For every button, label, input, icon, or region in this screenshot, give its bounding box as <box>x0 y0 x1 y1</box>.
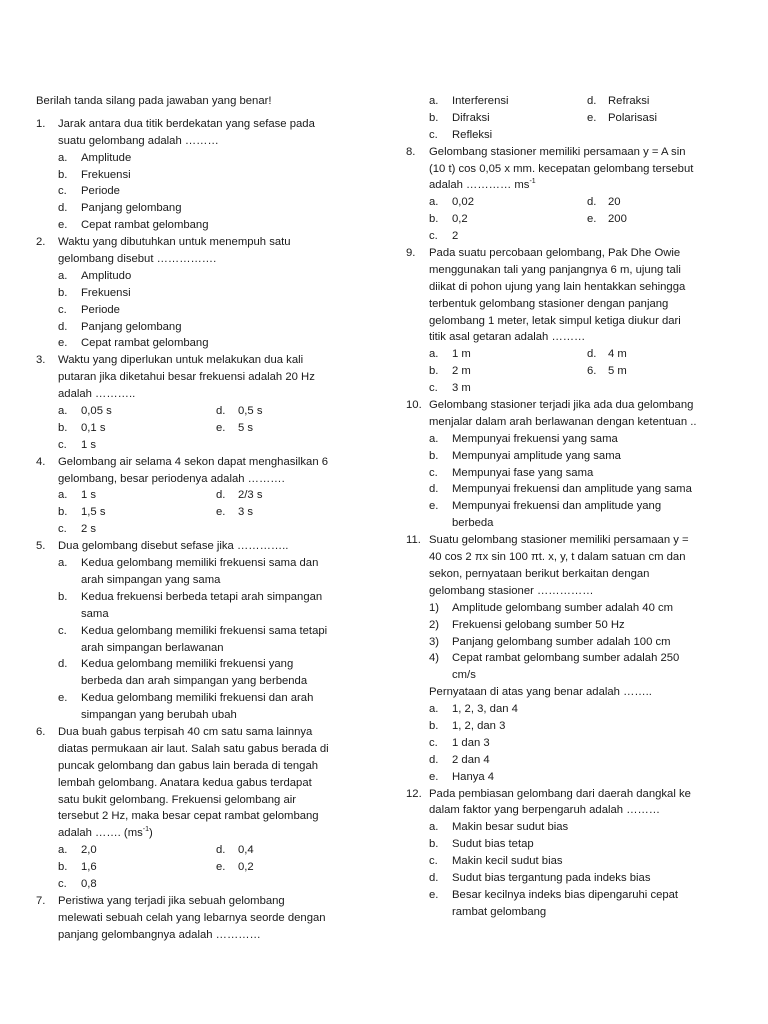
question-number: 1. <box>36 117 46 130</box>
option-text: Makin kecil sudut bias <box>452 855 563 868</box>
answer-option <box>36 319 372 336</box>
question-text-line <box>406 684 736 701</box>
answer-option <box>406 752 736 769</box>
answer-option-continuation <box>406 515 736 532</box>
option-text: Kedua gelombang memiliki frekuensi yang <box>81 658 294 671</box>
question-text-line <box>36 808 372 825</box>
question-text-line <box>406 262 736 279</box>
option-letter: a. <box>429 95 439 107</box>
question-line <box>406 397 736 414</box>
answer-option-continuation <box>36 673 372 690</box>
option-letter: a. <box>58 844 68 857</box>
option-text: berbeda <box>452 517 494 530</box>
answer-option <box>36 335 372 352</box>
option-text: Mempunyai frekuensi dan amplitude yang sama <box>452 483 692 496</box>
option-text: Cepat rambat gelombang <box>81 219 209 232</box>
question-number: 9. <box>406 247 416 260</box>
question-line <box>36 538 372 555</box>
option-letter: d. <box>58 320 68 333</box>
option-text: 2 <box>452 230 459 243</box>
option-letter: d. <box>58 658 68 671</box>
answer-option-pair <box>36 842 372 859</box>
question-line <box>36 893 372 910</box>
option-letter: b. <box>58 286 68 299</box>
answer-option <box>406 769 736 786</box>
option-text: Frekuensi <box>81 168 131 181</box>
option-text: 2 dan 4 <box>452 753 490 766</box>
option-text: Sudut bias tetap <box>452 838 534 851</box>
option-letter: a. <box>429 703 439 716</box>
option-text: 1 dan 3 <box>452 736 490 749</box>
option-text: 5 s <box>238 421 254 434</box>
answer-option-continuation <box>36 707 372 724</box>
option-text: Kedua frekuensi berbeda tetapi arah simpangan <box>81 590 323 603</box>
instruction <box>36 93 372 110</box>
answer-option <box>36 167 372 184</box>
option-letter: e. <box>58 219 68 232</box>
answer-option <box>36 302 372 319</box>
option-text: Amplitude <box>81 151 132 164</box>
option-letter: e. <box>216 861 226 874</box>
answer-option-pair <box>406 363 736 380</box>
answer-option-pair <box>406 93 736 110</box>
option-text: Amplitudo <box>81 269 132 282</box>
answer-option <box>36 268 372 285</box>
answer-option <box>36 876 372 893</box>
question-text: gelombang, besar periodenya adalah ………. <box>58 472 285 485</box>
question-text: Dua buah gabus terpisah 40 cm satu sama lainnya <box>58 725 313 738</box>
option-letter: a. <box>58 405 68 418</box>
option-text: arah simpangan yang sama <box>81 573 221 586</box>
question-text-line <box>36 251 372 268</box>
option-text: Refraksi <box>608 95 650 107</box>
question-text: Peristiwa yang terjadi jika sebuah gelombang <box>58 894 285 907</box>
option-letter: 1) <box>429 601 440 614</box>
option-letter: d. <box>216 489 226 502</box>
option-letter: a. <box>429 821 439 834</box>
option-text: Kedua gelombang memiliki frekuensi dan arah <box>81 692 314 705</box>
option-letter: b. <box>58 168 68 181</box>
option-letter: c. <box>58 624 67 637</box>
option-letter: b. <box>58 506 68 519</box>
left-question-list <box>36 116 372 944</box>
right-question-list <box>406 93 736 921</box>
question-text: putaran jika diketahui besar frekuensi adalah 20 Hz <box>58 371 315 384</box>
answer-option <box>36 690 372 707</box>
answer-option <box>406 836 736 853</box>
answer-option <box>36 623 372 640</box>
option-letter: c. <box>58 523 67 536</box>
question-text: Gelombang stasioner terjadi jika ada dua gelombang <box>429 399 694 412</box>
answer-option <box>36 555 372 572</box>
answer-option <box>406 127 736 144</box>
answer-option-continuation <box>36 606 372 623</box>
option-letter: d. <box>587 196 597 209</box>
answer-option <box>36 217 372 234</box>
question-text-line <box>36 775 372 792</box>
option-letter: e. <box>58 337 68 350</box>
option-letter: c. <box>58 438 67 451</box>
answer-option-pair <box>36 487 372 504</box>
answer-option <box>406 650 736 667</box>
answer-option <box>36 200 372 217</box>
option-letter: b. <box>58 861 68 874</box>
option-letter: 6. <box>587 365 597 378</box>
question-text: panjang gelombangnya adalah ………… <box>58 928 261 941</box>
question-text: lembah gelombang. Anatara kedua gabus terdapat <box>58 776 312 789</box>
question-text: (10 t) cos 0,05 x mm. kecepatan gelombang tersebut <box>429 162 694 175</box>
question-text: Gelombang air selama 4 sekon dapat menghasilkan 6 <box>58 455 329 468</box>
option-text: Refleksi <box>452 128 493 141</box>
question-text-line <box>406 802 736 819</box>
answer-option <box>406 465 736 482</box>
question-text-line <box>36 369 372 386</box>
option-text: Difraksi <box>452 111 490 124</box>
option-text: simpangan yang berubah ubah <box>81 709 237 722</box>
option-text: Besar kecilnya indeks bias dipengaruhi cepat <box>452 888 679 901</box>
option-text: 1 s <box>81 489 97 502</box>
question-text-line <box>36 386 372 403</box>
question-text-line <box>406 566 736 583</box>
option-letter: c. <box>58 877 67 890</box>
question-text-line <box>36 741 372 758</box>
option-text: 0,1 s <box>81 421 106 434</box>
option-text: Periode <box>81 185 120 198</box>
option-letter: b. <box>58 590 68 603</box>
option-letter: d. <box>587 348 597 361</box>
option-letter: c. <box>429 382 438 395</box>
option-text: Frekuensi <box>81 286 131 299</box>
option-text: 0,05 s <box>81 405 112 418</box>
answer-option <box>406 701 736 718</box>
instruction-text: Berilah tanda silang pada jawaban yang benar! <box>36 95 272 107</box>
question-text: Pada pembiasan gelombang dari daerah dangkal ke <box>429 787 691 800</box>
option-text: Panjang gelombang sumber adalah 100 cm <box>452 635 671 648</box>
answer-option <box>406 431 736 448</box>
option-letter: b. <box>429 838 439 851</box>
answer-option-pair <box>406 194 736 211</box>
option-letter: 4) <box>429 652 440 665</box>
option-letter: 3) <box>429 635 440 648</box>
question-text: menjalar dalam arah berlawanan dengan ketentuan .. <box>429 415 697 428</box>
option-letter: e. <box>429 888 439 901</box>
question-number: 3. <box>36 354 46 367</box>
answer-option <box>36 183 372 200</box>
option-text: Hanya 4 <box>452 770 495 783</box>
question-line <box>36 234 372 251</box>
question-line <box>406 144 736 161</box>
question-text-line <box>36 927 372 944</box>
option-letter: d. <box>429 483 439 496</box>
option-letter: 2) <box>429 618 440 631</box>
option-text: 20 <box>608 196 621 209</box>
question-text-line <box>406 296 736 313</box>
option-letter: a. <box>58 489 68 502</box>
question-text: titik asal getaran adalah ……… <box>429 331 586 344</box>
option-text: Mempunyai amplitude yang sama <box>452 449 621 462</box>
answer-option <box>406 634 736 651</box>
question-text-line <box>406 414 736 431</box>
answer-option <box>406 735 736 752</box>
question-text: adalah ……….. <box>58 388 136 401</box>
question-text-line <box>406 279 736 296</box>
option-letter: b. <box>429 719 439 732</box>
question-number: 7. <box>36 894 46 907</box>
question-text: Pada suatu percobaan gelombang, Pak Dhe Owie <box>429 247 681 260</box>
question-text-line <box>406 549 736 566</box>
answer-option-pair <box>36 504 372 521</box>
option-text: Kedua gelombang memiliki frekuensi sama dan <box>81 557 319 570</box>
question-number: 5. <box>36 540 46 553</box>
option-letter: b. <box>429 213 439 226</box>
question-number: 11. <box>406 534 421 547</box>
option-letter: a. <box>58 557 68 570</box>
option-letter: e. <box>429 500 439 513</box>
option-text: 2 s <box>81 523 97 536</box>
option-text: 2/3 s <box>238 489 263 502</box>
answer-option <box>36 521 372 538</box>
option-text: Sudut bias tergantung pada indeks bias <box>452 871 651 884</box>
option-letter: d. <box>216 405 226 418</box>
option-text: 1 m <box>452 348 471 361</box>
question-text-line <box>406 161 736 178</box>
question-text-line <box>36 471 372 488</box>
option-text: 5 m <box>608 365 627 378</box>
option-text: Kedua gelombang memiliki frekuensi sama tetapi <box>81 624 328 637</box>
question-text-line <box>406 583 736 600</box>
option-text: Amplitude gelombang sumber adalah 40 cm <box>452 601 674 614</box>
option-letter: b. <box>58 421 68 434</box>
answer-option <box>406 617 736 634</box>
option-letter: e. <box>587 213 597 226</box>
option-letter: b. <box>429 449 439 462</box>
question-number: 4. <box>36 455 46 468</box>
question-line <box>36 724 372 741</box>
answer-option-pair <box>36 420 372 437</box>
question-line <box>406 786 736 803</box>
answer-option <box>406 819 736 836</box>
answer-option <box>36 285 372 302</box>
option-text: 0,8 <box>81 877 97 890</box>
option-text: 0,2 <box>238 861 254 874</box>
option-text: 3 m <box>452 382 471 395</box>
question-text: Jarak antara dua titik berdekatan yang sefase pada <box>58 117 315 130</box>
option-text: 2 m <box>452 365 471 378</box>
answer-option-pair <box>36 403 372 420</box>
option-text: 1,5 s <box>81 506 106 519</box>
question-text-line <box>36 758 372 775</box>
option-text: 0,5 s <box>238 405 263 418</box>
option-letter: a. <box>58 269 68 282</box>
question-number: 6. <box>36 725 46 738</box>
answer-option-pair <box>36 859 372 876</box>
question-text: gelombang disebut ……………. <box>58 253 217 266</box>
question-text: dalam faktor yang berpengaruh adalah ……… <box>429 804 661 817</box>
left-column <box>36 93 372 944</box>
question-text: Gelombang stasioner memiliki persamaan y = A sin <box>429 145 686 158</box>
question-text: Pernyataan di atas yang benar adalah …….. <box>429 686 652 699</box>
option-letter: c. <box>429 128 438 141</box>
question-text-line <box>406 177 736 194</box>
option-text: rambat gelombang <box>452 905 547 918</box>
answer-option-continuation <box>406 667 736 684</box>
question-line <box>36 116 372 133</box>
answer-option <box>406 718 736 735</box>
answer-option <box>36 656 372 673</box>
option-letter: a. <box>429 432 439 445</box>
option-letter: d. <box>587 95 597 107</box>
question-line <box>406 245 736 262</box>
question-text: gelombang stasioner …………… <box>429 584 594 597</box>
option-letter: c. <box>429 736 438 749</box>
question-text: satu bukit gelombang. Frekuensi gelombang air <box>58 793 297 806</box>
option-letter: e. <box>429 770 439 783</box>
question-text: Dua gelombang disebut sefase jika ………….. <box>58 540 289 553</box>
question-text-line <box>36 133 372 150</box>
answer-option <box>406 887 736 904</box>
answer-option <box>406 853 736 870</box>
option-text: 1, 2, dan 3 <box>452 719 506 732</box>
answer-option-continuation <box>36 572 372 589</box>
option-text: 0,4 <box>238 844 254 857</box>
question-number: 12. <box>406 787 422 800</box>
question-text: Waktu yang diperlukan untuk melakukan dua kali <box>58 354 304 367</box>
question-text: gelombang 1 meter, letak simpul ketiga diukur dari <box>429 314 681 327</box>
option-letter: e. <box>587 111 597 124</box>
option-letter: b. <box>429 365 439 378</box>
question-text-line <box>36 792 372 809</box>
question-text-line <box>406 313 736 330</box>
question-number: 2. <box>36 236 46 249</box>
option-letter: c. <box>58 303 67 316</box>
option-text: 1,6 <box>81 861 97 874</box>
answer-option <box>36 437 372 454</box>
option-letter: c. <box>429 855 438 868</box>
answer-option <box>406 380 736 397</box>
answer-option <box>36 150 372 167</box>
option-text: Mempunyai fase yang sama <box>452 466 594 479</box>
option-text: Periode <box>81 303 120 316</box>
option-letter: a. <box>58 151 68 164</box>
question-text-line <box>36 910 372 927</box>
question-text: 40 cos 2 πx sin 100 πt. x, y, t dalam satuan cm dan <box>429 551 686 564</box>
answer-option <box>406 498 736 515</box>
question-text: tersebut 2 Hz, maka besar cepat rambat gelombang <box>58 810 319 823</box>
option-letter: e. <box>216 506 226 519</box>
option-letter: b. <box>429 111 439 124</box>
question-line <box>36 352 372 369</box>
question-text: Suatu gelombang stasioner memiliki persamaan y = <box>429 534 689 547</box>
question-text: diikat di pohon ujung yang lain hentakkan sehingga <box>429 280 686 293</box>
question-text: puncak gelombang dan gabus lain berada di tengah <box>58 759 319 772</box>
option-letter: c. <box>429 466 438 479</box>
option-letter: d. <box>429 753 439 766</box>
question-line <box>36 454 372 471</box>
question-text: terbentuk gelombang stasioner dengan panjang <box>429 297 669 310</box>
option-letter: e. <box>58 692 68 705</box>
question-text: adalah ……. $(ms^{-1})$ <box>58 826 153 840</box>
option-text: Frekuensi gelobang sumber 50 Hz <box>452 618 625 631</box>
option-text: 1, 2, 3, dan 4 <box>452 703 518 716</box>
answer-option <box>406 481 736 498</box>
superscript: -1 <box>529 178 536 186</box>
right-column <box>406 93 736 921</box>
option-letter: e. <box>216 421 226 434</box>
option-text: Cepat rambat gelombang sumber adalah 250 <box>452 652 680 665</box>
question-text: adalah ………… $ms^{-1}$ <box>429 178 536 192</box>
option-text: Mempunyai frekuensi yang sama <box>452 432 618 445</box>
option-letter: d. <box>429 871 439 884</box>
answer-option <box>406 600 736 617</box>
question-text: diatas permukaan air laut. Salah satu gabus berada di <box>58 742 329 755</box>
option-text: Interferensi <box>452 95 509 107</box>
answer-option-continuation <box>406 904 736 921</box>
option-text: 200 <box>608 213 627 226</box>
answer-option <box>36 589 372 606</box>
question-text: Waktu yang dibutuhkan untuk menempuh satu <box>58 236 291 249</box>
answer-option-pair <box>406 110 736 127</box>
option-text: 2,0 <box>81 844 97 857</box>
option-text: Panjang gelombang <box>81 202 182 215</box>
answer-option <box>406 870 736 887</box>
answer-option-continuation <box>36 640 372 657</box>
superscript: -1 <box>142 826 149 834</box>
answer-option <box>406 228 736 245</box>
option-text: Makin besar sudut bias <box>452 821 569 834</box>
question-number: 10. <box>406 399 422 412</box>
option-letter: d. <box>58 202 68 215</box>
option-text: Polarisasi <box>608 111 657 124</box>
question-text: melewati sebuah celah yang lebarnya seorde dengan <box>58 911 326 924</box>
option-letter: c. <box>429 230 438 243</box>
option-text: 0,02 <box>452 196 474 209</box>
question-text-line <box>406 329 736 346</box>
option-text: arah simpangan berlawanan <box>81 641 224 654</box>
option-letter: c. <box>58 185 67 198</box>
option-letter: d. <box>216 844 226 857</box>
option-text: cm/s <box>452 669 476 682</box>
option-text: Cepat rambat gelombang <box>81 337 209 350</box>
question-number: 8. <box>406 145 416 158</box>
option-letter: a. <box>429 196 439 209</box>
option-text: 0,2 <box>452 213 468 226</box>
option-text: berbeda dan arah simpangan yang berbenda <box>81 675 308 688</box>
answer-option-pair <box>406 211 736 228</box>
question-line <box>406 532 736 549</box>
option-text: Mempunyai frekuensi dan amplitude yang <box>452 500 662 513</box>
question-text: menggunakan tali yang panjangnya 6 m, ujung tali <box>429 263 681 276</box>
question-text: suatu gelombang adalah ……… <box>58 134 219 147</box>
option-letter: a. <box>429 348 439 361</box>
question-text-line <box>36 825 372 842</box>
option-text: 3 s <box>238 506 254 519</box>
option-text: 1 s <box>81 438 97 451</box>
answer-option <box>406 448 736 465</box>
option-text: 4 m <box>608 348 627 361</box>
option-text: sama <box>81 607 109 620</box>
question-text: sekon, pernyataan berikut berkaitan dengan <box>429 567 650 580</box>
answer-option-pair <box>406 346 736 363</box>
option-text: Panjang gelombang <box>81 320 182 333</box>
